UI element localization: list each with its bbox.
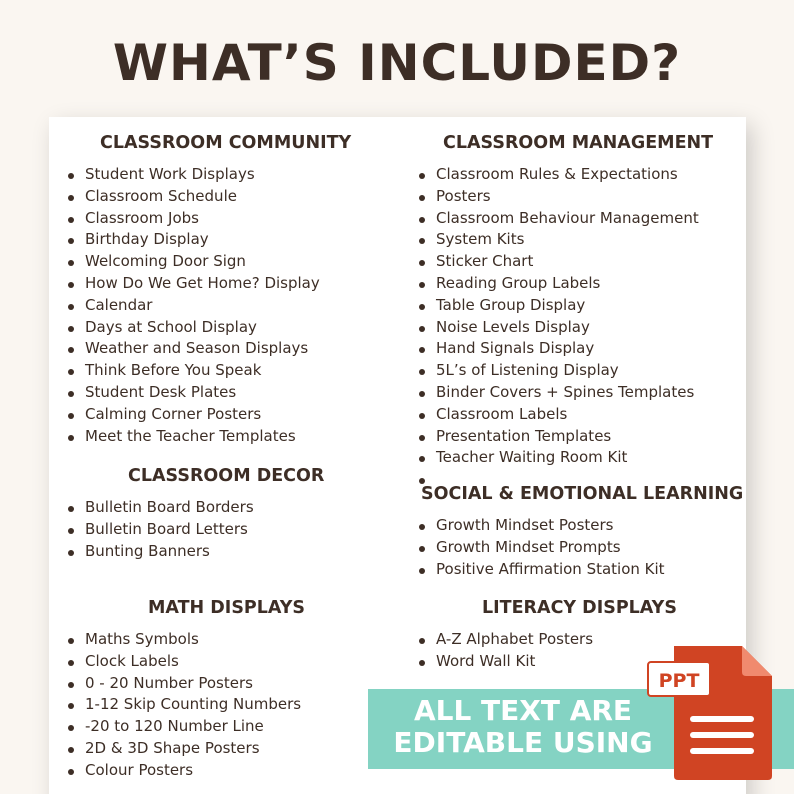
heading-math-displays: MATH DISPLAYS — [148, 598, 306, 618]
list-item: Classroom Behaviour Management — [419, 208, 699, 230]
list-item: -20 to 120 Number Line — [68, 716, 301, 738]
page-title: WHAT’S INCLUDED? — [112, 34, 682, 92]
list-item: Classroom Jobs — [68, 208, 320, 230]
list-item: Binder Covers + Spines Templates — [419, 382, 699, 404]
list-item: Growth Mindset Posters — [419, 515, 665, 537]
list-math-displays — [68, 629, 301, 782]
list-item: A-Z Alphabet Posters — [419, 629, 593, 651]
list-item: Reading Group Labels — [419, 273, 699, 295]
list-item: Classroom Labels — [419, 404, 699, 426]
list-item: 0 - 20 Number Posters — [68, 673, 301, 695]
list-item: Sticker Chart — [419, 251, 699, 273]
list-item: Colour Posters — [68, 760, 301, 782]
list-item: Teacher Waiting Room Kit — [419, 447, 699, 469]
list-social-emotional-learning — [419, 515, 665, 580]
list-literacy-displays — [419, 629, 593, 673]
list-item: Clock Labels — [68, 651, 301, 673]
list-item: Positive Affirmation Station Kit — [419, 559, 665, 581]
list-item: Student Work Displays — [68, 164, 320, 186]
list-item: 2D & 3D Shape Posters — [68, 738, 301, 760]
list-item: Presentation Templates — [419, 426, 699, 448]
banner-line-1: ALL TEXT ARE — [413, 694, 633, 727]
list-item: Classroom Schedule — [68, 186, 320, 208]
list-item: Meet the Teacher Templates — [68, 426, 320, 448]
list-item: Classroom Rules & Expectations — [419, 164, 699, 186]
list-item: Word Wall Kit — [419, 651, 593, 673]
list-item: Noise Levels Display — [419, 317, 699, 339]
list-item: Bunting Banners — [68, 541, 254, 563]
list-item: Student Desk Plates — [68, 382, 320, 404]
list-item: Hand Signals Display — [419, 338, 699, 360]
heading-literacy-displays: LITERACY DISPLAYS — [482, 598, 677, 618]
list-item: Welcoming Door Sign — [68, 251, 320, 273]
list-item: Calming Corner Posters — [68, 404, 320, 426]
list-classroom-community — [68, 164, 320, 447]
list-item: Weather and Season Displays — [68, 338, 320, 360]
list-item: Bulletin Board Borders — [68, 497, 254, 519]
list-item: Days at School Display — [68, 317, 320, 339]
heading-classroom-community: CLASSROOM COMMUNITY — [100, 133, 352, 153]
list-item: Posters — [419, 186, 699, 208]
heading-classroom-management: CLASSROOM MANAGEMENT — [443, 133, 714, 153]
heading-classroom-decor: CLASSROOM DECOR — [128, 466, 325, 486]
heading-social-emotional-learning: SOCIAL & EMOTIONAL LEARNING — [421, 484, 744, 504]
list-classroom-management — [419, 164, 699, 491]
list-item: System Kits — [419, 229, 699, 251]
list-item: Maths Symbols — [68, 629, 301, 651]
list-item: Calendar — [68, 295, 320, 317]
list-item: 1-12 Skip Counting Numbers — [68, 694, 301, 716]
list-item: Bulletin Board Letters — [68, 519, 254, 541]
list-item: How Do We Get Home? Display — [68, 273, 320, 295]
list-item: Table Group Display — [419, 295, 699, 317]
banner-line-2: EDITABLE USING — [393, 726, 653, 759]
ppt-label: PPT — [658, 670, 700, 692]
banner-text — [368, 695, 678, 759]
list-item: Growth Mindset Prompts — [419, 537, 665, 559]
powerpoint-file-icon — [646, 642, 776, 782]
list-classroom-decor — [68, 497, 254, 562]
list-item: 5L’s of Listening Display — [419, 360, 699, 382]
list-item: Think Before You Speak — [68, 360, 320, 382]
list-item: Birthday Display — [68, 229, 320, 251]
